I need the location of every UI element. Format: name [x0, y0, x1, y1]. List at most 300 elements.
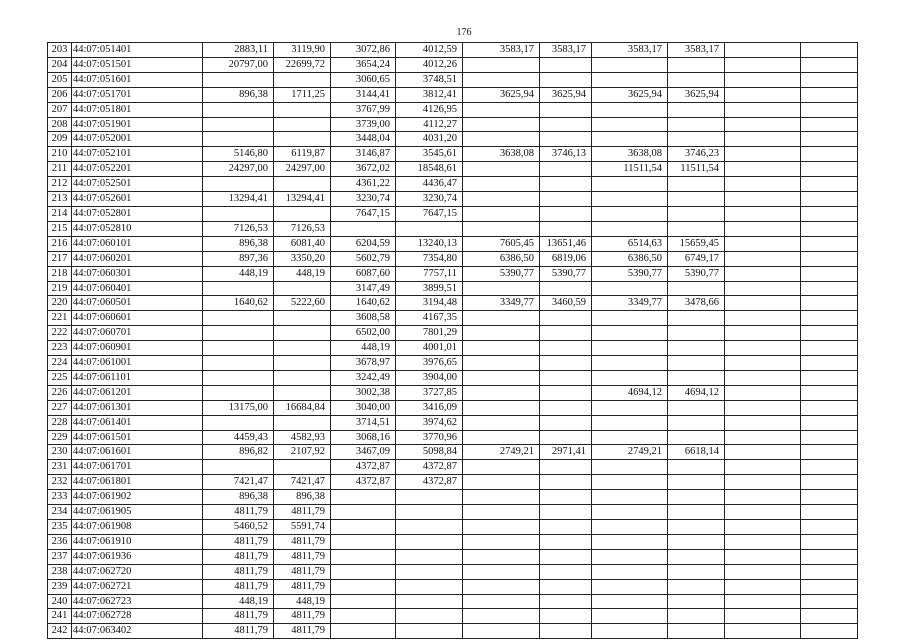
value-cell: [540, 281, 592, 296]
value-cell: [725, 296, 801, 311]
cadastral-number-cell: 44:07:061905: [72, 505, 203, 520]
value-cell: 4811,79: [274, 549, 331, 564]
value-cell: 7647,15: [331, 206, 396, 221]
table-row: [48, 609, 858, 624]
value-cell: [592, 117, 668, 132]
value-cell: [540, 609, 592, 624]
row-number-cell: 242: [48, 624, 72, 639]
row-number-cell: 217: [48, 251, 72, 266]
cadastral-number-cell: 44:07:052001: [72, 132, 203, 147]
cadastral-number-cell: 44:07:051901: [72, 117, 203, 132]
row-number-cell: 214: [48, 206, 72, 221]
cadastral-number-cell: 44:07:051701: [72, 87, 203, 102]
value-cell: [203, 177, 274, 192]
value-cell: [668, 460, 725, 475]
value-cell: [801, 490, 858, 505]
row-number-cell: 207: [48, 102, 72, 117]
value-cell: [668, 624, 725, 639]
table-row: [48, 221, 858, 236]
value-cell: [540, 326, 592, 341]
value-cell: [540, 594, 592, 609]
value-cell: [463, 594, 540, 609]
value-cell: [801, 236, 858, 251]
table-row: [48, 564, 858, 579]
value-cell: [203, 206, 274, 221]
row-number-cell: 238: [48, 564, 72, 579]
value-cell: [725, 236, 801, 251]
row-number-cell: 240: [48, 594, 72, 609]
value-cell: [725, 162, 801, 177]
value-cell: [801, 57, 858, 72]
value-cell: [801, 147, 858, 162]
value-cell: [331, 579, 396, 594]
value-cell: 3583,17: [592, 43, 668, 58]
value-cell: [801, 43, 858, 58]
table-row: [48, 624, 858, 639]
value-cell: [463, 102, 540, 117]
value-cell: 18548,61: [396, 162, 463, 177]
value-cell: [592, 415, 668, 430]
table-row: [48, 385, 858, 400]
cadastral-number-cell: 44:07:061701: [72, 460, 203, 475]
value-cell: 4372,87: [396, 475, 463, 490]
cadastral-number-cell: 44:07:060601: [72, 311, 203, 326]
row-number-cell: 228: [48, 415, 72, 430]
value-cell: [668, 281, 725, 296]
table-row: [48, 117, 858, 132]
row-number-cell: 212: [48, 177, 72, 192]
value-cell: 4582,93: [274, 430, 331, 445]
value-cell: [396, 534, 463, 549]
value-cell: [274, 385, 331, 400]
cadastral-number-cell: 44:07:061301: [72, 400, 203, 415]
row-number-cell: 210: [48, 147, 72, 162]
value-cell: [725, 490, 801, 505]
value-cell: 3350,20: [274, 251, 331, 266]
value-cell: 3478,66: [668, 296, 725, 311]
value-cell: 3349,77: [463, 296, 540, 311]
value-cell: [331, 549, 396, 564]
value-cell: [801, 356, 858, 371]
value-cell: [274, 341, 331, 356]
value-cell: [725, 579, 801, 594]
value-cell: [725, 102, 801, 117]
value-cell: [801, 475, 858, 490]
value-cell: [396, 609, 463, 624]
value-cell: [668, 534, 725, 549]
value-cell: [668, 430, 725, 445]
value-cell: [463, 609, 540, 624]
value-cell: [592, 549, 668, 564]
value-cell: 13294,41: [274, 192, 331, 207]
row-number-cell: 232: [48, 475, 72, 490]
value-cell: [540, 132, 592, 147]
value-cell: 4694,12: [592, 385, 668, 400]
row-number-cell: 204: [48, 57, 72, 72]
cadastral-number-cell: 44:07:051501: [72, 57, 203, 72]
value-cell: 6204,59: [331, 236, 396, 251]
value-cell: [668, 341, 725, 356]
value-cell: 4811,79: [274, 564, 331, 579]
value-cell: [668, 311, 725, 326]
table-row: [48, 505, 858, 520]
value-cell: 3460,59: [540, 296, 592, 311]
value-cell: 7757,11: [396, 266, 463, 281]
value-cell: [801, 251, 858, 266]
value-cell: [592, 177, 668, 192]
value-cell: [725, 251, 801, 266]
value-cell: 6386,50: [463, 251, 540, 266]
value-cell: 4811,79: [203, 624, 274, 639]
row-number-cell: 241: [48, 609, 72, 624]
value-cell: 448,19: [203, 266, 274, 281]
value-cell: 4436,47: [396, 177, 463, 192]
row-number-cell: 239: [48, 579, 72, 594]
value-cell: [331, 505, 396, 520]
value-cell: [725, 385, 801, 400]
value-cell: [725, 370, 801, 385]
table-row: [48, 102, 858, 117]
value-cell: [725, 475, 801, 490]
value-cell: [463, 624, 540, 639]
cadastral-number-cell: 44:07:061910: [72, 534, 203, 549]
value-cell: [668, 579, 725, 594]
cadastral-number-cell: 44:07:052501: [72, 177, 203, 192]
value-cell: 5390,77: [463, 266, 540, 281]
value-cell: [668, 520, 725, 535]
value-cell: [540, 206, 592, 221]
cadastral-number-cell: 44:07:062721: [72, 579, 203, 594]
value-cell: [592, 102, 668, 117]
value-cell: [725, 594, 801, 609]
table-row: [48, 147, 858, 162]
value-cell: [274, 415, 331, 430]
value-cell: [668, 549, 725, 564]
value-cell: [592, 430, 668, 445]
value-cell: [331, 221, 396, 236]
value-cell: [725, 177, 801, 192]
value-cell: [801, 430, 858, 445]
value-cell: 3625,94: [592, 87, 668, 102]
value-cell: [396, 579, 463, 594]
value-cell: [463, 281, 540, 296]
table-row: [48, 415, 858, 430]
value-cell: 7354,80: [396, 251, 463, 266]
value-cell: [592, 594, 668, 609]
value-cell: 896,38: [203, 236, 274, 251]
value-cell: [463, 370, 540, 385]
row-number-cell: 218: [48, 266, 72, 281]
row-number-cell: 223: [48, 341, 72, 356]
value-cell: [540, 385, 592, 400]
value-cell: [592, 505, 668, 520]
value-cell: [668, 117, 725, 132]
cadastral-number-cell: 44:07:052801: [72, 206, 203, 221]
value-cell: [274, 132, 331, 147]
value-cell: [463, 415, 540, 430]
row-number-cell: 224: [48, 356, 72, 371]
value-cell: 3583,17: [668, 43, 725, 58]
value-cell: 3625,94: [463, 87, 540, 102]
cadastral-number-cell: 44:07:051401: [72, 43, 203, 58]
row-number-cell: 226: [48, 385, 72, 400]
value-cell: 3545,61: [396, 147, 463, 162]
value-cell: 2107,92: [274, 445, 331, 460]
cadastral-number-cell: 44:07:061401: [72, 415, 203, 430]
value-cell: 3654,24: [331, 57, 396, 72]
value-cell: [725, 132, 801, 147]
value-cell: 22699,72: [274, 57, 331, 72]
table-row: [48, 177, 858, 192]
value-cell: [592, 206, 668, 221]
value-cell: [592, 370, 668, 385]
row-number-cell: 219: [48, 281, 72, 296]
table-row: [48, 236, 858, 251]
value-cell: [203, 281, 274, 296]
value-cell: [540, 72, 592, 87]
value-cell: [592, 326, 668, 341]
value-cell: 1640,62: [331, 296, 396, 311]
value-cell: [801, 266, 858, 281]
value-cell: [540, 520, 592, 535]
value-cell: 3714,51: [331, 415, 396, 430]
value-cell: [725, 72, 801, 87]
value-cell: [801, 445, 858, 460]
value-cell: 3060,65: [331, 72, 396, 87]
value-cell: 5460,52: [203, 520, 274, 535]
value-cell: 4012,59: [396, 43, 463, 58]
value-cell: [463, 385, 540, 400]
value-cell: [592, 311, 668, 326]
row-number-cell: 215: [48, 221, 72, 236]
value-cell: [592, 57, 668, 72]
value-cell: [592, 72, 668, 87]
value-cell: [463, 430, 540, 445]
cadastral-value-table: [47, 42, 858, 639]
value-cell: 5390,77: [592, 266, 668, 281]
value-cell: [668, 221, 725, 236]
cadastral-number-cell: 44:07:052810: [72, 221, 203, 236]
table-row: [48, 370, 858, 385]
value-cell: [540, 475, 592, 490]
value-cell: [668, 206, 725, 221]
value-cell: 2971,41: [540, 445, 592, 460]
value-cell: 3349,77: [592, 296, 668, 311]
value-cell: [801, 579, 858, 594]
row-number-cell: 205: [48, 72, 72, 87]
value-cell: [540, 177, 592, 192]
cadastral-number-cell: 44:07:061936: [72, 549, 203, 564]
table-row: [48, 251, 858, 266]
value-cell: 4031,20: [396, 132, 463, 147]
table-row: [48, 400, 858, 415]
value-cell: [801, 520, 858, 535]
row-number-cell: 222: [48, 326, 72, 341]
value-cell: [540, 102, 592, 117]
value-cell: [540, 162, 592, 177]
value-cell: [725, 326, 801, 341]
row-number-cell: 216: [48, 236, 72, 251]
row-number-cell: 213: [48, 192, 72, 207]
value-cell: [668, 594, 725, 609]
cadastral-number-cell: 44:07:060201: [72, 251, 203, 266]
value-cell: 3625,94: [668, 87, 725, 102]
row-number-cell: 225: [48, 370, 72, 385]
value-cell: [801, 624, 858, 639]
value-cell: 4811,79: [274, 609, 331, 624]
value-cell: [801, 311, 858, 326]
value-cell: 448,19: [331, 341, 396, 356]
row-number-cell: 227: [48, 400, 72, 415]
value-cell: [592, 579, 668, 594]
table-row: [48, 192, 858, 207]
value-cell: [203, 311, 274, 326]
value-cell: [540, 430, 592, 445]
value-cell: [540, 400, 592, 415]
table-row: [48, 534, 858, 549]
row-number-cell: 220: [48, 296, 72, 311]
value-cell: 896,82: [203, 445, 274, 460]
table-row: [48, 475, 858, 490]
value-cell: [331, 520, 396, 535]
value-cell: [725, 624, 801, 639]
value-cell: 5222,60: [274, 296, 331, 311]
value-cell: [801, 460, 858, 475]
value-cell: [463, 356, 540, 371]
value-cell: [725, 549, 801, 564]
value-cell: [396, 505, 463, 520]
value-cell: [801, 102, 858, 117]
cadastral-number-cell: 44:07:061601: [72, 445, 203, 460]
value-cell: [725, 415, 801, 430]
value-cell: [540, 370, 592, 385]
row-number-cell: 203: [48, 43, 72, 58]
value-cell: [801, 534, 858, 549]
value-cell: 6502,00: [331, 326, 396, 341]
value-cell: 4811,79: [274, 534, 331, 549]
value-cell: [463, 520, 540, 535]
row-number-cell: 229: [48, 430, 72, 445]
value-cell: [592, 624, 668, 639]
value-cell: [801, 326, 858, 341]
value-cell: [592, 356, 668, 371]
value-cell: 448,19: [274, 594, 331, 609]
value-cell: 3448,04: [331, 132, 396, 147]
value-cell: [801, 505, 858, 520]
value-cell: 7647,15: [396, 206, 463, 221]
value-cell: [801, 370, 858, 385]
table-row: [48, 206, 858, 221]
value-cell: 24297,00: [203, 162, 274, 177]
value-cell: [592, 281, 668, 296]
value-cell: [540, 341, 592, 356]
value-cell: 13651,46: [540, 236, 592, 251]
table-row: [48, 57, 858, 72]
table-row: [48, 162, 858, 177]
value-cell: [463, 579, 540, 594]
value-cell: 4811,79: [274, 624, 331, 639]
value-cell: 3638,08: [592, 147, 668, 162]
value-cell: 3416,09: [396, 400, 463, 415]
value-cell: [540, 57, 592, 72]
value-cell: 6514,63: [592, 236, 668, 251]
cadastral-number-cell: 44:07:061101: [72, 370, 203, 385]
value-cell: [668, 505, 725, 520]
value-cell: [203, 356, 274, 371]
value-cell: [463, 490, 540, 505]
value-cell: 3068,16: [331, 430, 396, 445]
value-cell: [725, 147, 801, 162]
value-cell: [801, 87, 858, 102]
value-cell: [396, 490, 463, 505]
table-row: [48, 132, 858, 147]
value-cell: [668, 57, 725, 72]
value-cell: 896,38: [203, 490, 274, 505]
value-cell: [396, 549, 463, 564]
row-number-cell: 209: [48, 132, 72, 147]
value-cell: 6081,40: [274, 236, 331, 251]
value-cell: 4811,79: [203, 579, 274, 594]
cadastral-number-cell: 44:07:060701: [72, 326, 203, 341]
value-cell: [725, 341, 801, 356]
value-cell: [463, 132, 540, 147]
value-cell: [463, 192, 540, 207]
value-cell: [592, 475, 668, 490]
cadastral-number-cell: 44:07:060401: [72, 281, 203, 296]
value-cell: 4372,87: [331, 460, 396, 475]
value-cell: 3638,08: [463, 147, 540, 162]
value-cell: [725, 505, 801, 520]
table-row: [48, 43, 858, 58]
table-row: [48, 594, 858, 609]
cadastral-number-cell: 44:07:062728: [72, 609, 203, 624]
value-cell: [592, 192, 668, 207]
value-cell: [725, 400, 801, 415]
value-cell: [668, 400, 725, 415]
value-cell: [396, 221, 463, 236]
value-cell: [203, 117, 274, 132]
value-cell: [331, 490, 396, 505]
value-cell: [463, 564, 540, 579]
cadastral-number-cell: 44:07:052101: [72, 147, 203, 162]
value-cell: 6087,60: [331, 266, 396, 281]
value-cell: [203, 370, 274, 385]
value-cell: 5591,74: [274, 520, 331, 535]
value-cell: 2749,21: [463, 445, 540, 460]
cadastral-number-cell: 44:07:062720: [72, 564, 203, 579]
value-cell: [463, 57, 540, 72]
value-cell: 4811,79: [274, 579, 331, 594]
table-row: [48, 490, 858, 505]
cadastral-number-cell: 44:07:063402: [72, 624, 203, 639]
value-cell: [801, 400, 858, 415]
value-cell: [463, 505, 540, 520]
value-cell: [203, 460, 274, 475]
cadastral-number-cell: 44:07:060501: [72, 296, 203, 311]
value-cell: 13294,41: [203, 192, 274, 207]
value-cell: [203, 72, 274, 87]
value-cell: 4001,01: [396, 341, 463, 356]
value-cell: [463, 221, 540, 236]
value-cell: [668, 370, 725, 385]
value-cell: 6386,50: [592, 251, 668, 266]
value-cell: [592, 520, 668, 535]
value-cell: [540, 192, 592, 207]
value-cell: [274, 177, 331, 192]
value-cell: 11511,54: [668, 162, 725, 177]
value-cell: 3144,41: [331, 87, 396, 102]
value-cell: [463, 177, 540, 192]
